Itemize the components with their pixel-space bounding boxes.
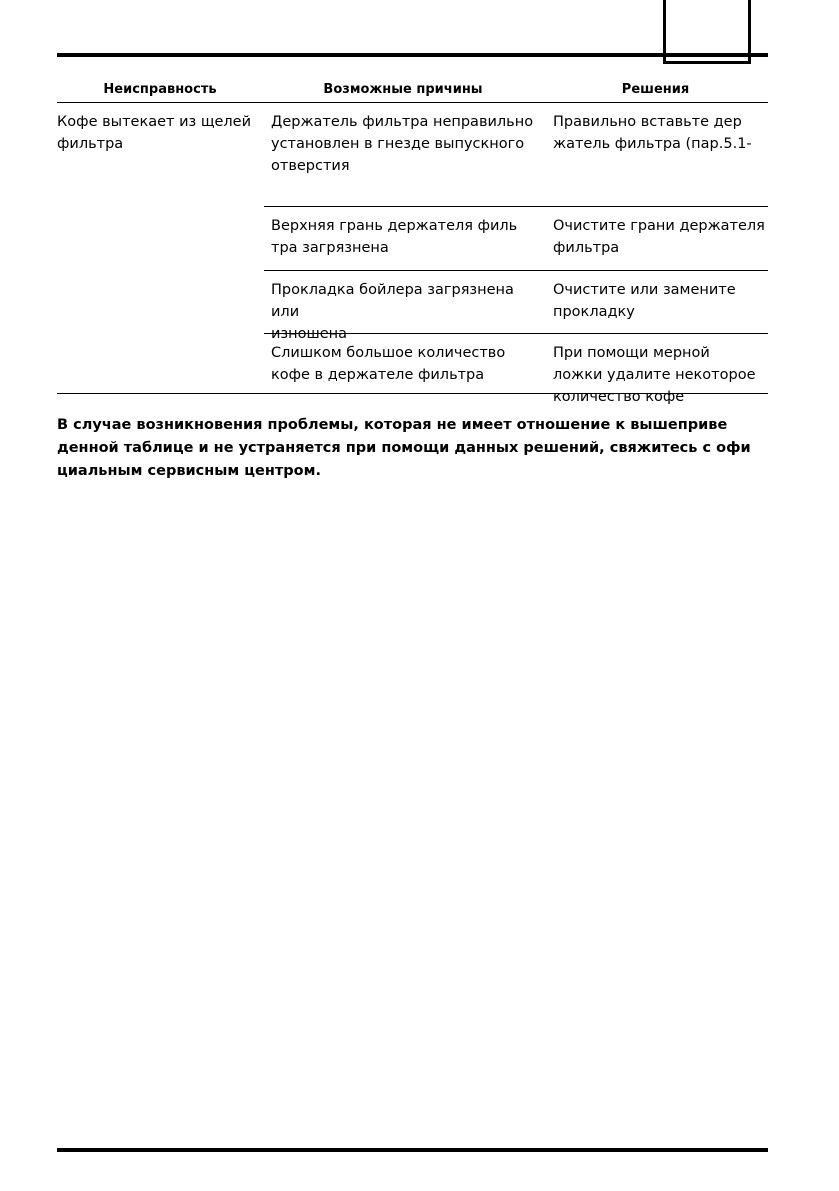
table-header	[57, 80, 768, 103]
solution-line: жатель фильтра (пар.5.1-	[553, 136, 752, 152]
solution-line: При помощи мерной	[553, 345, 710, 361]
contact-service-note	[57, 414, 768, 483]
cause-solution-rows	[264, 103, 768, 405]
solution-line: Очистите грани держателя	[553, 218, 765, 234]
cause-line: Прокладка бойлера загрязнена или	[271, 282, 514, 320]
fault-line: Кофе вытекает из щелей	[57, 114, 252, 130]
header-causes: Возможные причины	[323, 82, 483, 97]
cause-cell	[271, 342, 546, 386]
solution-line: Правильно вставьте дер	[553, 114, 742, 130]
solution-line: Очистите или замените	[553, 282, 736, 298]
solution-cell	[553, 342, 768, 408]
solution-line: фильтра	[553, 240, 620, 256]
table-row	[264, 334, 768, 405]
cause-line: установлен в гнезде выпускного	[271, 136, 525, 152]
fault-line: фильтра	[57, 136, 124, 152]
top-rule	[57, 53, 768, 57]
solution-cell	[553, 215, 768, 259]
table-body	[57, 103, 768, 405]
cause-cell	[271, 111, 546, 177]
table-row	[264, 271, 768, 342]
header-fault: Неисправность	[103, 82, 217, 97]
solution-line: количество кофе	[553, 389, 685, 405]
cause-line: отверстия	[271, 158, 350, 174]
header-solutions: Решения	[621, 82, 690, 97]
solution-line: прокладку	[553, 304, 635, 320]
note-line: циальным сервисным центром.	[57, 463, 321, 479]
solution-cell	[553, 279, 768, 323]
table-row	[264, 103, 768, 207]
table-row	[264, 207, 768, 271]
troubleshooting-table	[57, 80, 768, 405]
cause-line: кофе в держателе фильтра	[271, 367, 485, 383]
cause-line: Держатель фильтра неправильно	[271, 114, 534, 130]
note-line: В случае возникновения проблемы, которая не имеет отношение к вышеприве	[57, 417, 728, 433]
fault-cell	[57, 111, 257, 155]
cause-line: изношена	[271, 326, 348, 342]
bottom-rule	[57, 1148, 768, 1152]
solution-cell	[553, 111, 768, 155]
cause-line: тра загрязнена	[271, 240, 389, 256]
note-line: денной таблице и не устраняется при помощи данных решений, свяжитесь с офи	[57, 440, 751, 456]
cause-line: Верхняя грань держателя филь	[271, 218, 518, 234]
cause-line: Слишком большое количество	[271, 345, 506, 361]
solution-line: ложки удалите некоторое	[553, 367, 756, 383]
cause-cell	[271, 215, 546, 259]
